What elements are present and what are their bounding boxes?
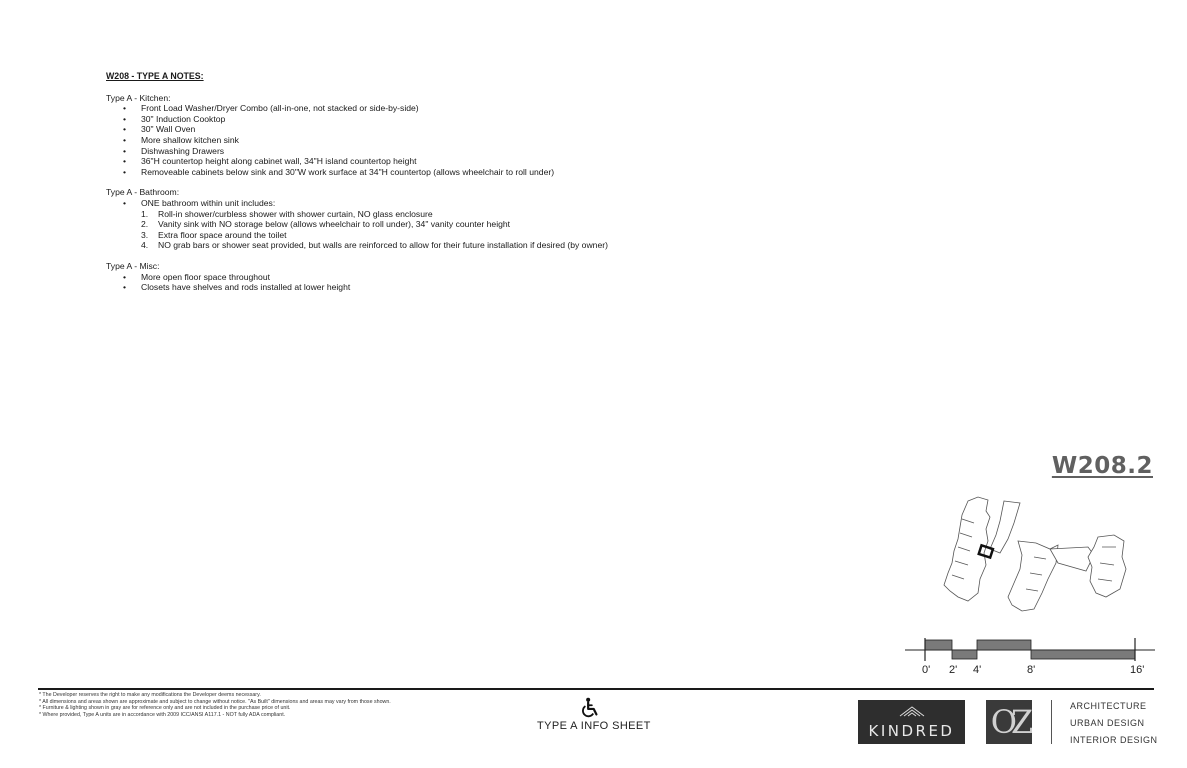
disclaimer-line: * Furniture & lighting shown in gray are for reference only and are not included in the purchase price of unit.: [39, 705, 291, 712]
notes-block: [106, 71, 806, 303]
kitchen-list: [106, 103, 806, 177]
oz-logo: [986, 700, 1032, 744]
practice-area: INTERIOR DESIGN: [1070, 735, 1158, 745]
item-text: Vanity sink with NO storage below (allows wheelchair to roll under), 34" vanity counter height: [158, 219, 511, 230]
notes-title: W208 - TYPE A NOTES:: [106, 71, 204, 81]
scale-label: 2': [949, 664, 958, 676]
item-text: NO grab bars or shower seat provided, but walls are reinforced to allow for their future installation if desired (by owner): [158, 240, 608, 251]
numbered-item: [106, 219, 806, 230]
wheelchair-icon: [579, 697, 601, 719]
item-number: 4.: [141, 240, 149, 251]
list-item: • Removeable cabinets below sink and 30"W work surface at 34"H countertop (allows wheelchair to roll under): [106, 167, 806, 178]
practice-areas: [1070, 698, 1158, 749]
logo-divider: [1051, 700, 1052, 744]
list-item: • Dishwashing Drawers: [106, 146, 806, 157]
kindred-wordmark: KINDRED: [868, 722, 955, 740]
misc-section: [106, 261, 806, 293]
list-item: • 30" Induction Cooktop: [106, 114, 806, 125]
list-item: • More shallow kitchen sink: [106, 135, 806, 146]
footer-divider: [38, 688, 1154, 690]
item-text: Extra floor space around the toilet: [158, 229, 287, 240]
disclaimer-line: * All dimensions and areas shown are approximate and subject to change without notice. "As Built" dimensions and areas may vary from those shown.: [39, 698, 391, 705]
practice-area: URBAN DESIGN: [1070, 718, 1145, 728]
practice-area: ARCHITECTURE: [1070, 701, 1147, 711]
key-plan: [938, 493, 1138, 615]
scale-label: 0': [922, 664, 931, 676]
bathroom-numbered-list: [106, 209, 806, 251]
misc-list: [106, 272, 806, 293]
kitchen-section: [106, 93, 806, 178]
item-text: Roll-in shower/curbless shower with shower curtain, NO glass enclosure: [158, 208, 433, 219]
kitchen-heading: Type A - Kitchen:: [106, 92, 171, 103]
item-number: 2.: [141, 219, 149, 230]
key-plan-buildings: [944, 497, 1126, 611]
scale-label: 4': [973, 664, 982, 676]
bathroom-heading: Type A - Bathroom:: [106, 187, 180, 198]
list-item: • 30" Wall Oven: [106, 124, 806, 135]
disclaimer-line: * Where provided, Type A units are in accordance with 2009 ICC/ANSI A117.1 - NOT fully ADA compliant.: [39, 711, 286, 718]
numbered-item: [106, 240, 806, 251]
list-item: • ONE bathroom within unit includes:: [106, 198, 806, 209]
list-item: • Front Load Washer/Dryer Combo (all-in-one, not stacked or side-by-side): [106, 103, 806, 114]
mountain-chevrons-icon: [898, 705, 926, 717]
item-number: 1.: [141, 208, 149, 219]
unit-id: W208.2: [1051, 453, 1153, 479]
numbered-item: [106, 209, 806, 220]
oz-wordmark: OZ: [990, 703, 1028, 741]
bathroom-section: [106, 187, 806, 251]
disclaimer-block: [39, 692, 519, 718]
item-number: 3.: [141, 229, 149, 240]
numbered-item: [106, 230, 806, 241]
list-item: • 36"H countertop height along cabinet wall, 34"H island countertop height: [106, 156, 806, 167]
scale-label: 8': [1027, 664, 1036, 676]
list-item: • More open floor space throughout: [106, 272, 806, 283]
sheet-title: TYPE A INFO SHEET: [537, 720, 651, 732]
bathroom-list: [106, 198, 806, 209]
misc-heading: Type A - Misc:: [106, 260, 160, 271]
kindred-logo: [858, 700, 965, 744]
list-item: • Closets have shelves and rods installed at lower height: [106, 282, 806, 293]
disclaimer-line: * The Developer reserves the right to make any modifications the Developer deems necessary.: [39, 692, 261, 698]
scale-label: 16': [1130, 664, 1145, 676]
